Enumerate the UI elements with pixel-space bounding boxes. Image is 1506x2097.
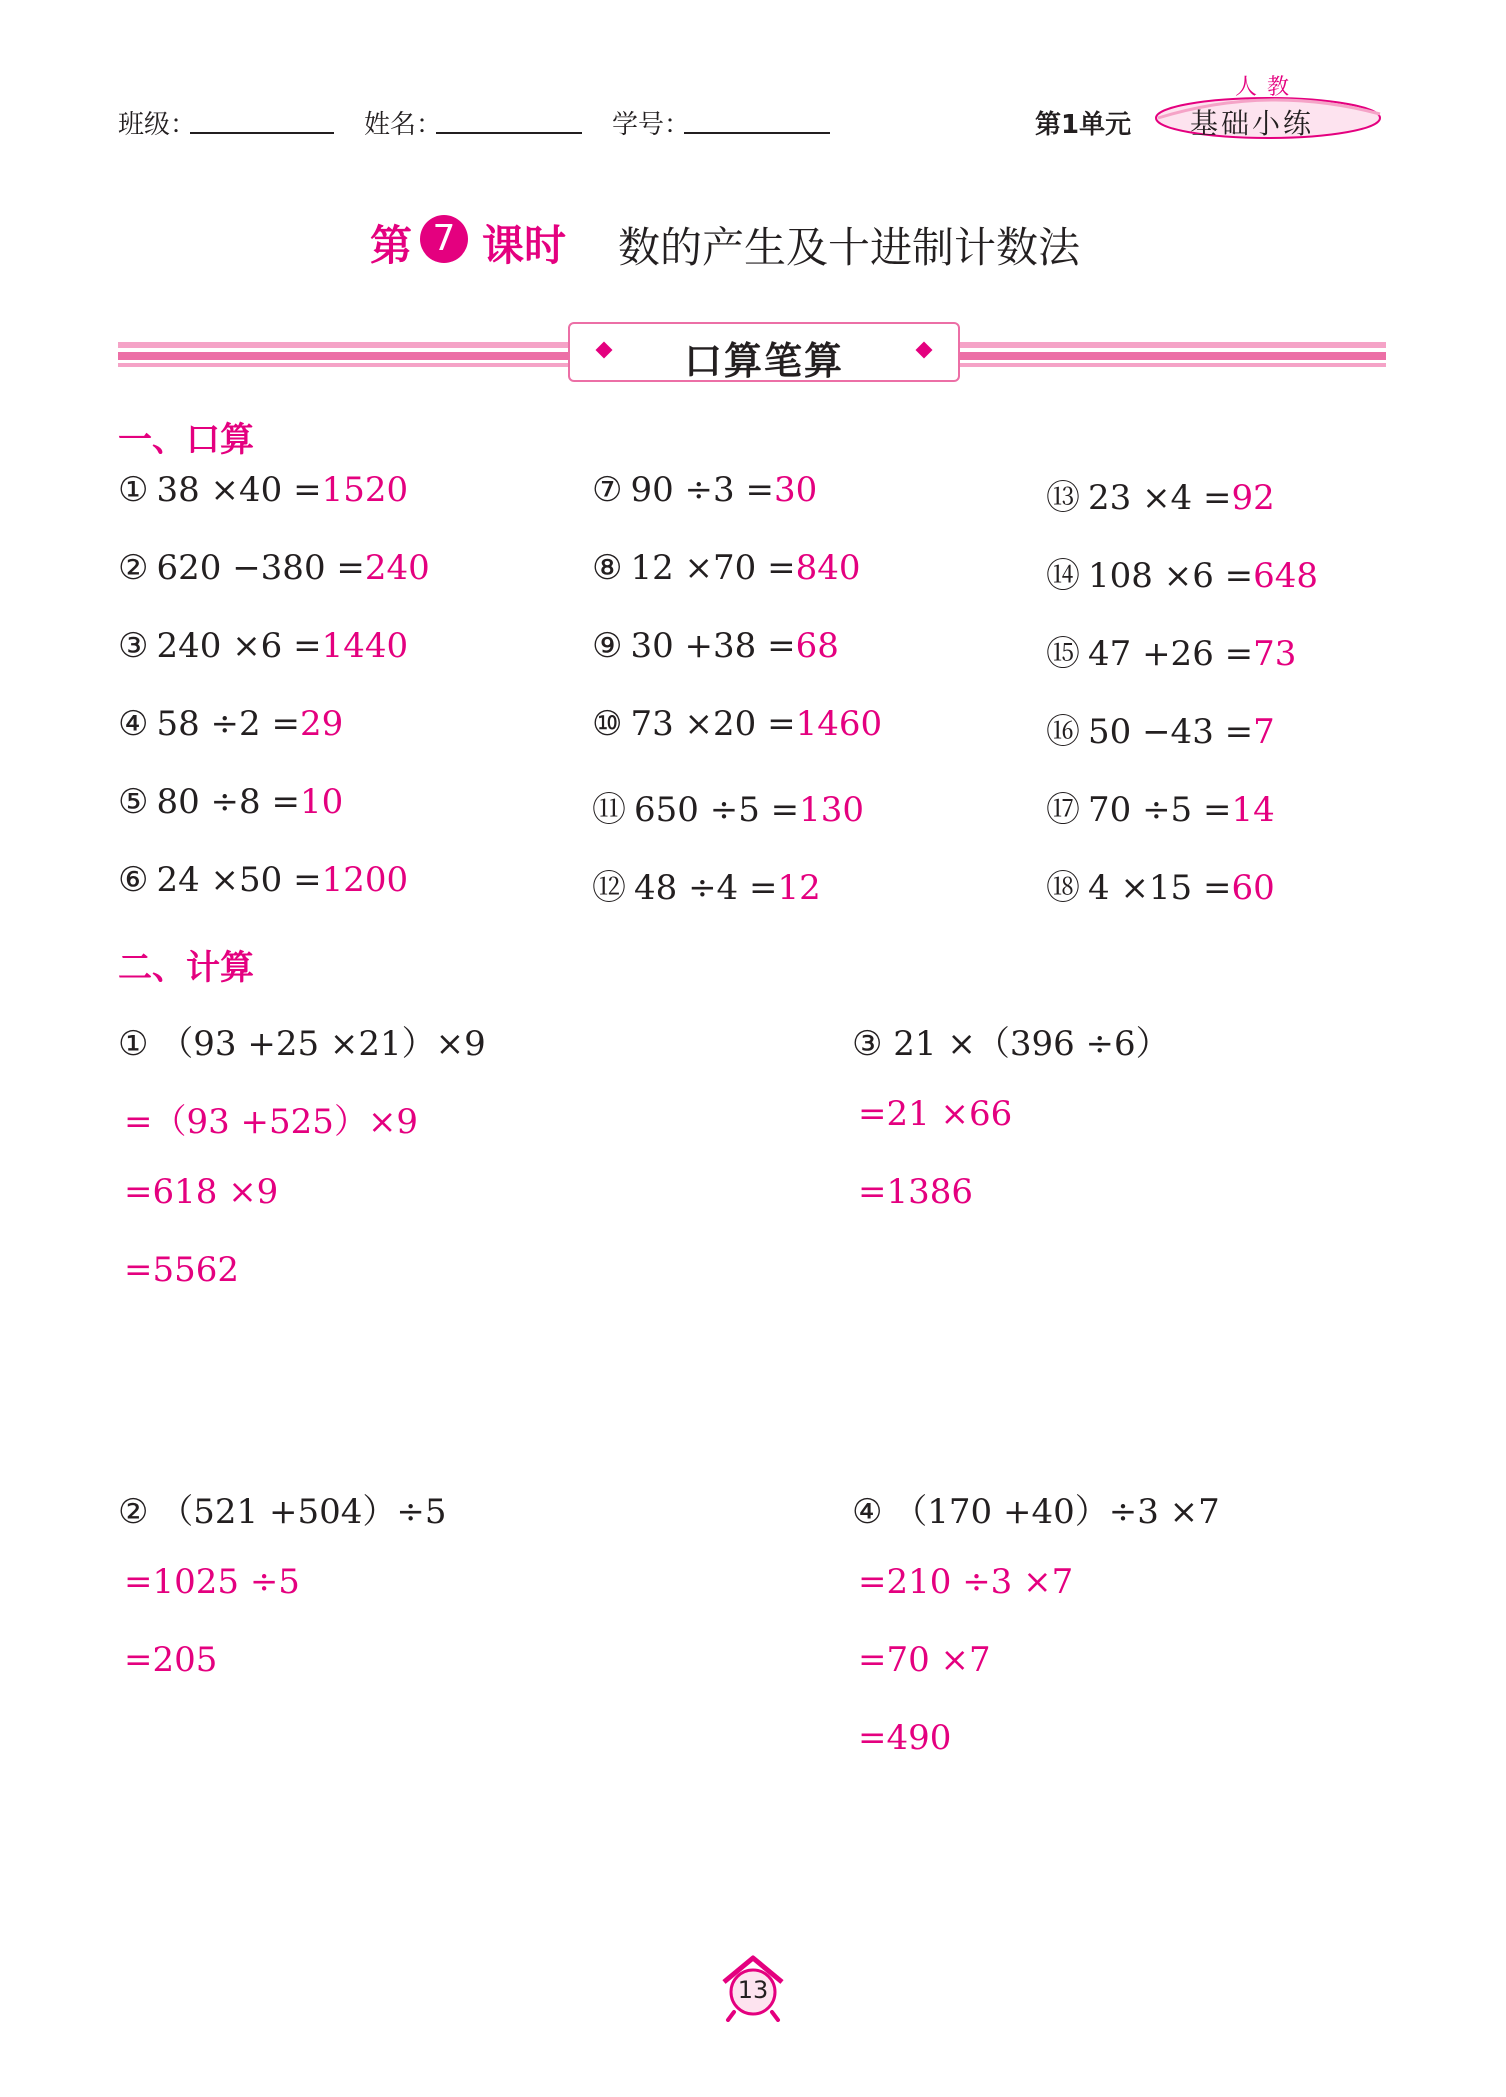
oral-problem <box>118 860 408 900</box>
problem-number: ⑦ <box>592 470 623 510</box>
brand-main-text: 基础小练 <box>1190 107 1315 140</box>
problem-expression: 50 −43 = <box>1088 712 1254 752</box>
section-title-calc: 二、计算 <box>118 948 254 988</box>
calc-problem-4: ④ （170 +40）÷3 ×7 <box>852 1492 1220 1532</box>
problem-number: ⑪ <box>592 790 626 830</box>
oral-problem <box>1046 860 1275 909</box>
problem-answer: 130 <box>799 790 865 830</box>
calc-step: =210 ÷3 ×7 <box>858 1562 1074 1602</box>
calc-step: =70 ×7 <box>858 1640 991 1680</box>
unit-label: 第1单元 <box>1035 110 1132 140</box>
calc-step: =205 <box>124 1640 218 1680</box>
banner-box <box>568 322 960 382</box>
problem-expression: 48 ÷4 = <box>634 868 778 908</box>
calc-step: =5562 <box>124 1250 240 1290</box>
section-title-oral: 一、口算 <box>118 420 254 460</box>
problem-answer: 240 <box>364 548 430 588</box>
problem-expression: 240 ×6 = <box>156 626 322 666</box>
name-label: 姓名： <box>364 110 443 140</box>
problem-answer: 29 <box>299 704 344 744</box>
problem-expression: 47 +26 = <box>1088 634 1254 674</box>
problem-expression: 30 +38 = <box>630 626 796 666</box>
problem-number: ④ <box>118 704 149 744</box>
banner-title: 口算笔算 <box>683 339 844 383</box>
problem-answer: 10 <box>299 782 344 822</box>
problem-expression: 24 ×50 = <box>156 860 322 900</box>
problem-expression: 58 ÷2 = <box>156 704 300 744</box>
calc-step: =490 <box>858 1718 952 1758</box>
problem-answer: 840 <box>795 548 861 588</box>
page-number: 13 <box>737 1976 769 2004</box>
problem-expression: 12 ×70 = <box>630 548 796 588</box>
problem-expression: 73 ×20 = <box>630 704 796 744</box>
oral-problem <box>118 626 408 666</box>
problem-number: ⑧ <box>592 548 623 588</box>
oral-problem <box>592 782 864 831</box>
lesson-prefix: 第 <box>370 221 413 270</box>
problem-expression: 4 ×15 = <box>1088 868 1232 908</box>
calc-step: =21 ×66 <box>858 1094 1013 1134</box>
oral-problem <box>118 782 343 822</box>
brand-top-text: 人教 <box>1235 75 1300 100</box>
problem-answer: 648 <box>1253 556 1319 596</box>
problem-answer: 30 <box>773 470 818 510</box>
problem-number: ⑩ <box>592 704 623 744</box>
problem-expression: 108 ×6 = <box>1088 556 1254 596</box>
oral-problem <box>592 548 861 588</box>
class-blank <box>190 132 334 134</box>
calc-problem-2: ② （521 +504）÷5 <box>118 1492 447 1532</box>
problem-answer: 92 <box>1231 478 1275 518</box>
calc-problem-1: ① （93 +25 ×21）×9 <box>118 1024 486 1064</box>
calc-step: =（93 +525）×9 <box>124 1102 419 1142</box>
problem-answer: 1520 <box>321 470 409 510</box>
lesson-suffix: 课时 <box>482 221 567 270</box>
calc-problem-3: ③ 21 ×（396 ÷6） <box>852 1024 1170 1064</box>
oral-problem <box>1046 704 1275 753</box>
problem-answer: 60 <box>1231 868 1275 908</box>
oral-problem <box>592 626 839 666</box>
problem-expression: 23 ×4 = <box>1088 478 1232 518</box>
problem-expression: 650 ÷5 = <box>634 790 800 830</box>
problem-number: ⑤ <box>118 782 149 822</box>
class-label: 班级： <box>118 110 197 140</box>
name-blank <box>436 132 582 134</box>
calc-step: =1386 <box>858 1172 974 1212</box>
problem-answer: 68 <box>795 626 839 666</box>
oral-problem <box>118 704 343 744</box>
problem-answer: 14 <box>1231 790 1275 830</box>
problem-number: ⑰ <box>1046 790 1080 830</box>
student-id-label: 学号： <box>612 110 691 140</box>
calc-step: =1025 ÷5 <box>124 1562 300 1602</box>
problem-answer: 7 <box>1253 712 1275 752</box>
problem-number: ⑫ <box>592 868 626 908</box>
problem-number: ⑱ <box>1046 868 1080 908</box>
oral-problem <box>592 860 821 909</box>
oral-problem <box>1046 626 1296 675</box>
problem-number: ⑨ <box>592 626 623 666</box>
problem-answer: 12 <box>777 868 821 908</box>
problem-expression: 70 ÷5 = <box>1088 790 1232 830</box>
oral-problem <box>592 470 817 510</box>
problem-number: ⑥ <box>118 860 149 900</box>
oral-problem <box>1046 470 1275 519</box>
problem-number: ① <box>118 470 149 510</box>
problem-expression: 80 ÷8 = <box>156 782 300 822</box>
problem-expression: 38 ×40 = <box>156 470 322 510</box>
problem-answer: 1200 <box>321 860 409 900</box>
problem-answer: 1460 <box>795 704 883 744</box>
oral-problem <box>1046 782 1275 831</box>
problem-number: ⑮ <box>1046 634 1080 674</box>
problem-number: ③ <box>118 626 149 666</box>
oral-problem <box>118 470 408 510</box>
problem-number: ⑭ <box>1046 556 1080 596</box>
problem-expression: 90 ÷3 = <box>630 470 774 510</box>
problem-number: ⑬ <box>1046 478 1080 518</box>
student-id-blank <box>684 132 830 134</box>
lesson-number-badge: 7 <box>420 215 468 263</box>
oral-problem <box>592 704 882 744</box>
oral-problem <box>118 548 430 588</box>
problem-number: ② <box>118 548 149 588</box>
problem-expression: 620 −380 = <box>156 548 365 588</box>
problem-answer: 73 <box>1253 634 1297 674</box>
lesson-title: 数的产生及十进制计数法 <box>618 223 1081 272</box>
problem-answer: 1440 <box>321 626 409 666</box>
problem-number: ⑯ <box>1046 712 1080 752</box>
calc-step: =618 ×9 <box>124 1172 279 1212</box>
oral-problem <box>1046 548 1318 597</box>
